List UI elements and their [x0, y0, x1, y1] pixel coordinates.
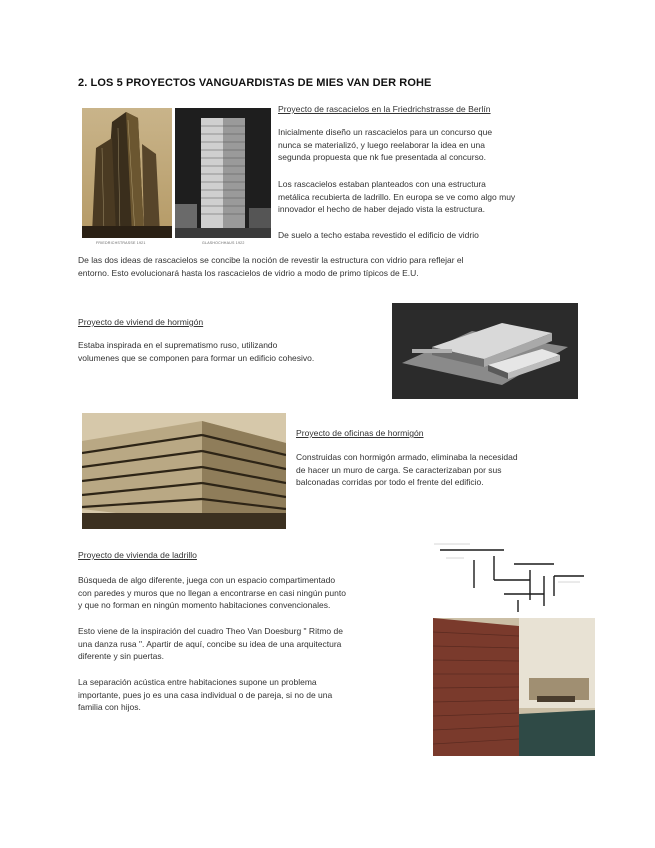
skyscraper-drawing-image	[82, 108, 172, 238]
brick-house-title: Proyecto de vivienda de ladrillo	[78, 550, 197, 560]
skyscraper-paragraph-4: De las dos ideas de rascacielos se concibe la noción de revestir la estructura con vidrio para reflejar el entorno. Esto evolucionará hasta los rascacielos de vidrio a modo de primo típicos de E.U.	[78, 255, 464, 278]
brick-house-paragraph-3: La separación acústica entre habitaciones supone un problema importante, pues jo es una casa individual o de pareja, si no de una familia con hijos.	[78, 677, 333, 713]
concrete-office-drawing-image	[82, 413, 286, 529]
skyscraper-title: Proyecto de rascacielos en la Friedrichstrasse de Berlín	[278, 104, 491, 114]
caption-left: FRIEDRICHSTRASSE 1921	[96, 241, 146, 245]
concrete-house-paragraph: Estaba inspirada en el suprematismo ruso, utilizando volumenes que se componen para formar un edificio cohesivo.	[78, 340, 315, 363]
caption-right: GLASHOCHHAUS 1922	[202, 241, 245, 245]
brick-house-floor-plan-image	[434, 540, 594, 614]
skyscraper-paragraph-2: Los rascacielos estaban planteados con una estructura metálica recubierta de ladrillo. En europa se ve como algo muy innovador el hecho de haber dejado vista la estructura.	[278, 179, 516, 215]
brick-house-paragraph-2: Esto viene de la inspiración del cuadro Theo Van Doesburg " Ritmo de una danza rusa ". Apartir de aquí, concibe su idea de una arquitectura diferente y sin puertas.	[78, 626, 343, 662]
concrete-office-title: Proyecto de oficinas de hormigón	[296, 428, 424, 438]
page-heading: 2. LOS 5 PROYECTOS VANGUARDISTAS DE MIES VAN DER ROHE	[78, 77, 432, 89]
brick-house-paragraph-1: Búsqueda de algo diferente, juega con un espacio compartimentado con paredes y muros que no llegan a encontrarse en casi ningún punto y que no forman en ningún momento habitaciones convencionales.	[78, 575, 346, 611]
brick-house-interior-image	[433, 618, 595, 756]
skyscraper-glass-model-image	[175, 108, 271, 238]
concrete-house-model-image	[392, 303, 578, 399]
concrete-office-paragraph: Construidas con hormigón armado, eliminaba la necesidad de hacer un muro de carga. Se caracterizaban por sus balconadas corridas por todo el frente del edificio.	[296, 452, 518, 488]
skyscraper-paragraph-1: Inicialmente diseño un rascacielos para un concurso que nunca se materializó, y luego reelaborar la idea en una segunda propuesta que nk fue presentada al concurso.	[278, 127, 493, 163]
skyscraper-paragraph-3: De suelo a techo estaba revestido el edificio de vidrio	[278, 230, 479, 240]
concrete-house-title: Proyecto de viviend de hormigón	[78, 317, 204, 327]
